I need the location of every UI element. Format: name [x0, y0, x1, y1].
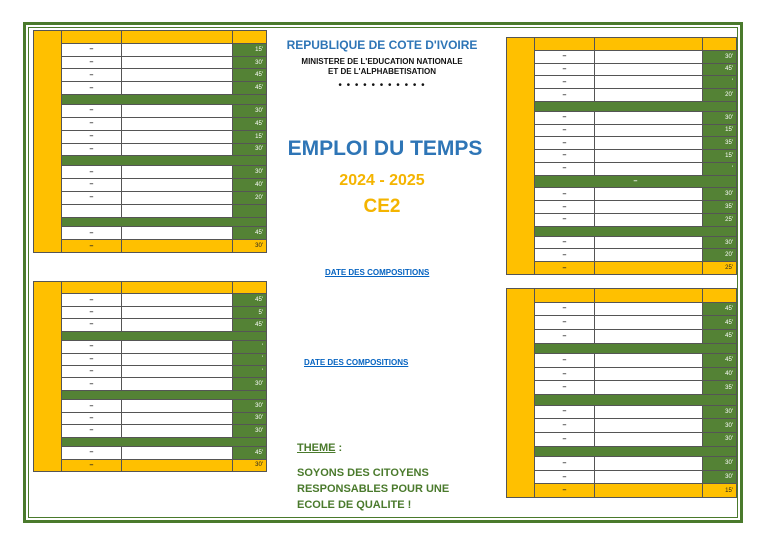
theme-label: THEME — [297, 442, 336, 454]
table-row — [62, 166, 266, 179]
table-row — [535, 457, 736, 471]
duration-cell: 20' — [233, 192, 266, 204]
table-row — [62, 69, 266, 82]
time-cell: – — [62, 179, 122, 191]
time-cell: – — [62, 105, 122, 117]
duration-cell: 45' — [233, 319, 266, 330]
day-column — [33, 281, 62, 472]
time-cell: – — [62, 341, 122, 352]
break-row — [62, 95, 266, 105]
time-cell: – — [535, 76, 595, 88]
time-cell: – — [535, 471, 595, 484]
time-cell — [62, 205, 122, 217]
theme-text — [297, 465, 449, 513]
duration-cell: 45' — [703, 64, 736, 76]
theme-line-1: SOYONS DES CITOYENS — [297, 467, 429, 479]
schedule-rows — [62, 30, 267, 253]
duration-cell: 20' — [703, 249, 736, 261]
duration-cell: 15' — [703, 125, 736, 137]
ministry-line-2: ET DE L'ALPHABETISATION — [328, 67, 436, 76]
subject-cell — [595, 188, 703, 200]
table-row — [62, 294, 266, 306]
subject-cell — [595, 316, 703, 329]
subject-cell — [122, 166, 233, 178]
subject-cell — [122, 57, 233, 69]
duration-cell: 45' — [703, 303, 736, 316]
time-cell: – — [62, 240, 122, 252]
table-row — [535, 201, 736, 214]
subject-cell — [595, 484, 703, 497]
time-cell: – — [535, 316, 595, 329]
duration-cell: 30' — [233, 460, 266, 471]
time-cell: – — [535, 249, 595, 261]
duration-cell: 45' — [233, 294, 266, 305]
duration-cell: 25' — [703, 262, 736, 274]
time-cell: – — [62, 319, 122, 330]
last-row — [535, 262, 736, 274]
subject-cell — [122, 131, 233, 143]
time-cell: – — [535, 433, 595, 446]
ministry-name — [262, 57, 502, 77]
subject-cell — [595, 368, 703, 381]
duration-cell: 30' — [703, 112, 736, 124]
theme-colon: : — [335, 442, 343, 454]
subject-cell — [595, 76, 703, 88]
table-row — [62, 57, 266, 70]
duration-cell: 35' — [703, 201, 736, 213]
duration-cell: 30' — [703, 406, 736, 419]
subject-cell — [595, 125, 703, 137]
subject-cell — [122, 400, 233, 411]
table-row — [62, 319, 266, 331]
duration-cell: 45' — [233, 82, 266, 94]
table-row — [535, 188, 736, 201]
duration-cell: ' — [233, 354, 266, 365]
table-row — [62, 400, 266, 412]
table-row — [535, 433, 736, 447]
subject-cell — [122, 354, 233, 365]
time-cell: – — [535, 354, 595, 367]
subject-cell — [595, 89, 703, 101]
page-title: EMPLOI DU TEMPS — [287, 137, 483, 160]
subject-cell — [122, 282, 233, 293]
table-row — [62, 447, 266, 459]
table-row — [62, 179, 266, 192]
time-cell: – — [62, 57, 122, 69]
subject-cell — [122, 366, 233, 377]
break-row — [62, 391, 266, 401]
republic-title: REPUBLIQUE DE COTE D'IVOIRE — [286, 38, 478, 52]
time-cell: – — [535, 484, 595, 497]
last-row — [62, 240, 266, 252]
table-row — [535, 316, 736, 330]
duration-cell: 45' — [703, 330, 736, 343]
duration-cell: 40' — [233, 179, 266, 191]
time-cell: – — [535, 330, 595, 343]
table-row — [62, 144, 266, 157]
table-row — [62, 227, 266, 240]
duration-cell — [233, 282, 266, 293]
subject-cell — [595, 249, 703, 261]
time-cell: – — [62, 400, 122, 411]
table-row — [535, 303, 736, 317]
table-row — [62, 192, 266, 205]
time-cell: – — [62, 44, 122, 56]
duration-cell: 30' — [233, 105, 266, 117]
duration-cell: 15' — [233, 44, 266, 56]
subject-cell — [122, 69, 233, 81]
break-row — [62, 332, 266, 342]
duration-cell: 30' — [703, 471, 736, 484]
time-cell: – — [62, 118, 122, 130]
duration-cell: 15' — [703, 150, 736, 162]
duration-cell: 30' — [233, 378, 266, 389]
last-row — [535, 484, 736, 497]
time-cell: – — [62, 460, 122, 471]
duration-cell: 30' — [233, 240, 266, 252]
table-row — [535, 51, 736, 64]
separator-row — [535, 176, 736, 189]
time-cell — [535, 38, 595, 50]
subject-cell — [122, 307, 233, 318]
subject-cell — [122, 118, 233, 130]
time-cell: – — [535, 237, 595, 249]
subject-cell — [122, 31, 233, 43]
subject-cell — [122, 227, 233, 239]
duration-cell — [703, 38, 736, 50]
table-row — [62, 413, 266, 425]
day-column — [506, 288, 535, 498]
subject-cell — [595, 112, 703, 124]
subject-cell — [122, 192, 233, 204]
duration-cell — [703, 289, 736, 302]
table-row — [535, 125, 736, 138]
schedule-rows — [535, 288, 737, 498]
subject-cell — [595, 419, 703, 432]
theme-heading — [297, 442, 342, 454]
timetable-monday — [33, 30, 267, 253]
time-cell: – — [535, 303, 595, 316]
time-cell: – — [62, 131, 122, 143]
time-cell: – — [62, 447, 122, 458]
table-row — [535, 381, 736, 395]
table-row — [62, 131, 266, 144]
duration-cell: 45' — [233, 447, 266, 458]
duration-cell: 45' — [233, 118, 266, 130]
time-cell: – — [62, 413, 122, 424]
date-compositions-link-1[interactable]: DATE DES COMPOSITIONS — [325, 268, 430, 277]
duration-cell: ' — [233, 341, 266, 352]
subject-cell — [595, 303, 703, 316]
table-row — [535, 214, 736, 227]
duration-cell: ' — [233, 366, 266, 377]
subject-cell — [595, 262, 703, 274]
duration-cell: 30' — [233, 425, 266, 436]
table-row — [62, 341, 266, 353]
table-row — [535, 419, 736, 433]
table-row — [535, 137, 736, 150]
duration-cell: 30' — [233, 400, 266, 411]
duration-cell: 45' — [703, 316, 736, 329]
time-cell: – — [62, 82, 122, 94]
subject-cell — [122, 205, 233, 217]
table-row — [535, 64, 736, 77]
subject-cell — [595, 163, 703, 175]
table-row — [62, 366, 266, 378]
subject-cell — [595, 406, 703, 419]
subject-cell — [122, 240, 233, 252]
subject-cell — [595, 214, 703, 226]
time-cell: – — [535, 163, 595, 175]
header-row — [62, 282, 266, 294]
table-row — [535, 249, 736, 262]
subject-cell — [595, 150, 703, 162]
duration-cell: 30' — [703, 433, 736, 446]
time-cell — [62, 282, 122, 293]
time-cell: – — [62, 354, 122, 365]
subject-cell — [122, 413, 233, 424]
subject-cell — [122, 341, 233, 352]
subject-cell — [595, 457, 703, 470]
time-cell: – — [535, 112, 595, 124]
subject-cell — [122, 319, 233, 330]
subject-cell — [122, 44, 233, 56]
time-cell: – — [535, 381, 595, 394]
header-row — [535, 38, 736, 51]
duration-cell: 30' — [233, 413, 266, 424]
separator-dots: • • • • • • • • • • • — [338, 80, 426, 91]
duration-cell: 30' — [703, 51, 736, 63]
subject-cell — [595, 289, 703, 302]
table-row — [535, 112, 736, 125]
table-row — [535, 163, 736, 176]
duration-cell: ' — [703, 76, 736, 88]
ministry-line-1: MINISTERE DE L'EDUCATION NATIONALE — [301, 57, 463, 66]
time-cell: – — [535, 406, 595, 419]
table-row — [62, 118, 266, 131]
time-cell: – — [535, 214, 595, 226]
subject-cell — [122, 425, 233, 436]
subject-cell — [595, 137, 703, 149]
subject-cell — [122, 179, 233, 191]
time-cell: – — [535, 64, 595, 76]
table-row — [535, 406, 736, 420]
time-cell: – — [62, 366, 122, 377]
table-row — [62, 44, 266, 57]
table-row — [535, 237, 736, 250]
time-cell — [535, 289, 595, 302]
duration-cell: 15' — [233, 131, 266, 143]
table-row — [62, 354, 266, 366]
time-cell: – — [62, 378, 122, 389]
subject-cell — [595, 433, 703, 446]
time-cell: – — [535, 150, 595, 162]
timetable-thursday — [506, 37, 737, 275]
date-compositions-link-2[interactable]: DATE DES COMPOSITIONS — [304, 358, 409, 367]
duration-cell: 30' — [233, 166, 266, 178]
table-row — [535, 368, 736, 382]
duration-cell: 35' — [703, 381, 736, 394]
time-cell: – — [62, 192, 122, 204]
schedule-rows — [62, 281, 267, 472]
time-cell: – — [62, 294, 122, 305]
subject-cell — [122, 105, 233, 117]
subject-cell — [595, 381, 703, 394]
duration-cell: 45' — [233, 69, 266, 81]
duration-cell: 5' — [233, 307, 266, 318]
duration-cell: ' — [703, 163, 736, 175]
duration-cell: 45' — [233, 227, 266, 239]
subject-cell — [595, 330, 703, 343]
table-row — [62, 425, 266, 437]
duration-cell: 30' — [703, 237, 736, 249]
time-cell: – — [535, 89, 595, 101]
time-cell: – — [535, 262, 595, 274]
time-cell: – — [535, 457, 595, 470]
subject-cell — [595, 51, 703, 63]
time-cell: – — [62, 69, 122, 81]
subject-cell — [122, 294, 233, 305]
header-row — [535, 289, 736, 303]
subject-cell — [595, 237, 703, 249]
table-row — [535, 330, 736, 344]
time-cell: – — [535, 419, 595, 432]
table-row — [62, 105, 266, 118]
duration-cell: 30' — [233, 144, 266, 156]
duration-cell: 20' — [703, 89, 736, 101]
subject-cell — [122, 82, 233, 94]
break-row — [535, 102, 736, 112]
timetable-tuesday — [33, 281, 267, 472]
table-row — [535, 76, 736, 89]
time-cell: – — [62, 166, 122, 178]
theme-line-3: ECOLE DE QUALITE ! — [297, 499, 412, 511]
separator-dash: – — [633, 178, 638, 186]
duration-cell: 15' — [703, 484, 736, 497]
timetable-friday — [506, 288, 737, 498]
duration-cell: 30' — [703, 457, 736, 470]
schedule-rows — [535, 37, 737, 275]
day-column — [33, 30, 62, 253]
table-row — [62, 378, 266, 390]
duration-cell: 30' — [703, 419, 736, 432]
time-cell — [62, 31, 122, 43]
table-row — [62, 205, 266, 218]
time-cell: – — [62, 307, 122, 318]
day-column — [506, 37, 535, 275]
theme-line-2: RESPONSABLES POUR UNE — [297, 483, 450, 495]
subject-cell — [595, 201, 703, 213]
subject-cell — [595, 64, 703, 76]
subject-cell — [122, 144, 233, 156]
time-cell: – — [535, 51, 595, 63]
time-cell: – — [535, 125, 595, 137]
break-row — [535, 447, 736, 457]
table-row — [535, 471, 736, 485]
subject-cell — [122, 460, 233, 471]
break-row — [62, 438, 266, 448]
duration-cell: 25' — [703, 214, 736, 226]
class-name: CE2 — [363, 196, 401, 217]
subject-cell — [595, 354, 703, 367]
subject-cell — [122, 447, 233, 458]
duration-cell: 30' — [233, 57, 266, 69]
school-year: 2024 - 2025 — [339, 172, 425, 189]
duration-cell: 45' — [703, 354, 736, 367]
time-cell: – — [535, 188, 595, 200]
table-row — [535, 150, 736, 163]
duration-cell: 40' — [703, 368, 736, 381]
duration-cell: 30' — [703, 188, 736, 200]
time-cell: – — [535, 201, 595, 213]
break-row — [535, 344, 736, 354]
time-cell: – — [62, 425, 122, 436]
duration-cell: 35' — [703, 137, 736, 149]
break-row — [62, 156, 266, 166]
subject-cell — [122, 378, 233, 389]
table-row — [62, 82, 266, 95]
time-cell: – — [62, 144, 122, 156]
header-row — [62, 31, 266, 44]
last-row — [62, 460, 266, 471]
break-row — [535, 227, 736, 237]
time-cell: – — [535, 368, 595, 381]
table-row — [62, 307, 266, 319]
break-row — [62, 218, 266, 228]
time-cell: – — [535, 137, 595, 149]
table-row — [535, 354, 736, 368]
break-row — [535, 395, 736, 405]
time-cell: – — [62, 227, 122, 239]
subject-cell — [595, 471, 703, 484]
table-row — [535, 89, 736, 102]
subject-cell — [595, 38, 703, 50]
